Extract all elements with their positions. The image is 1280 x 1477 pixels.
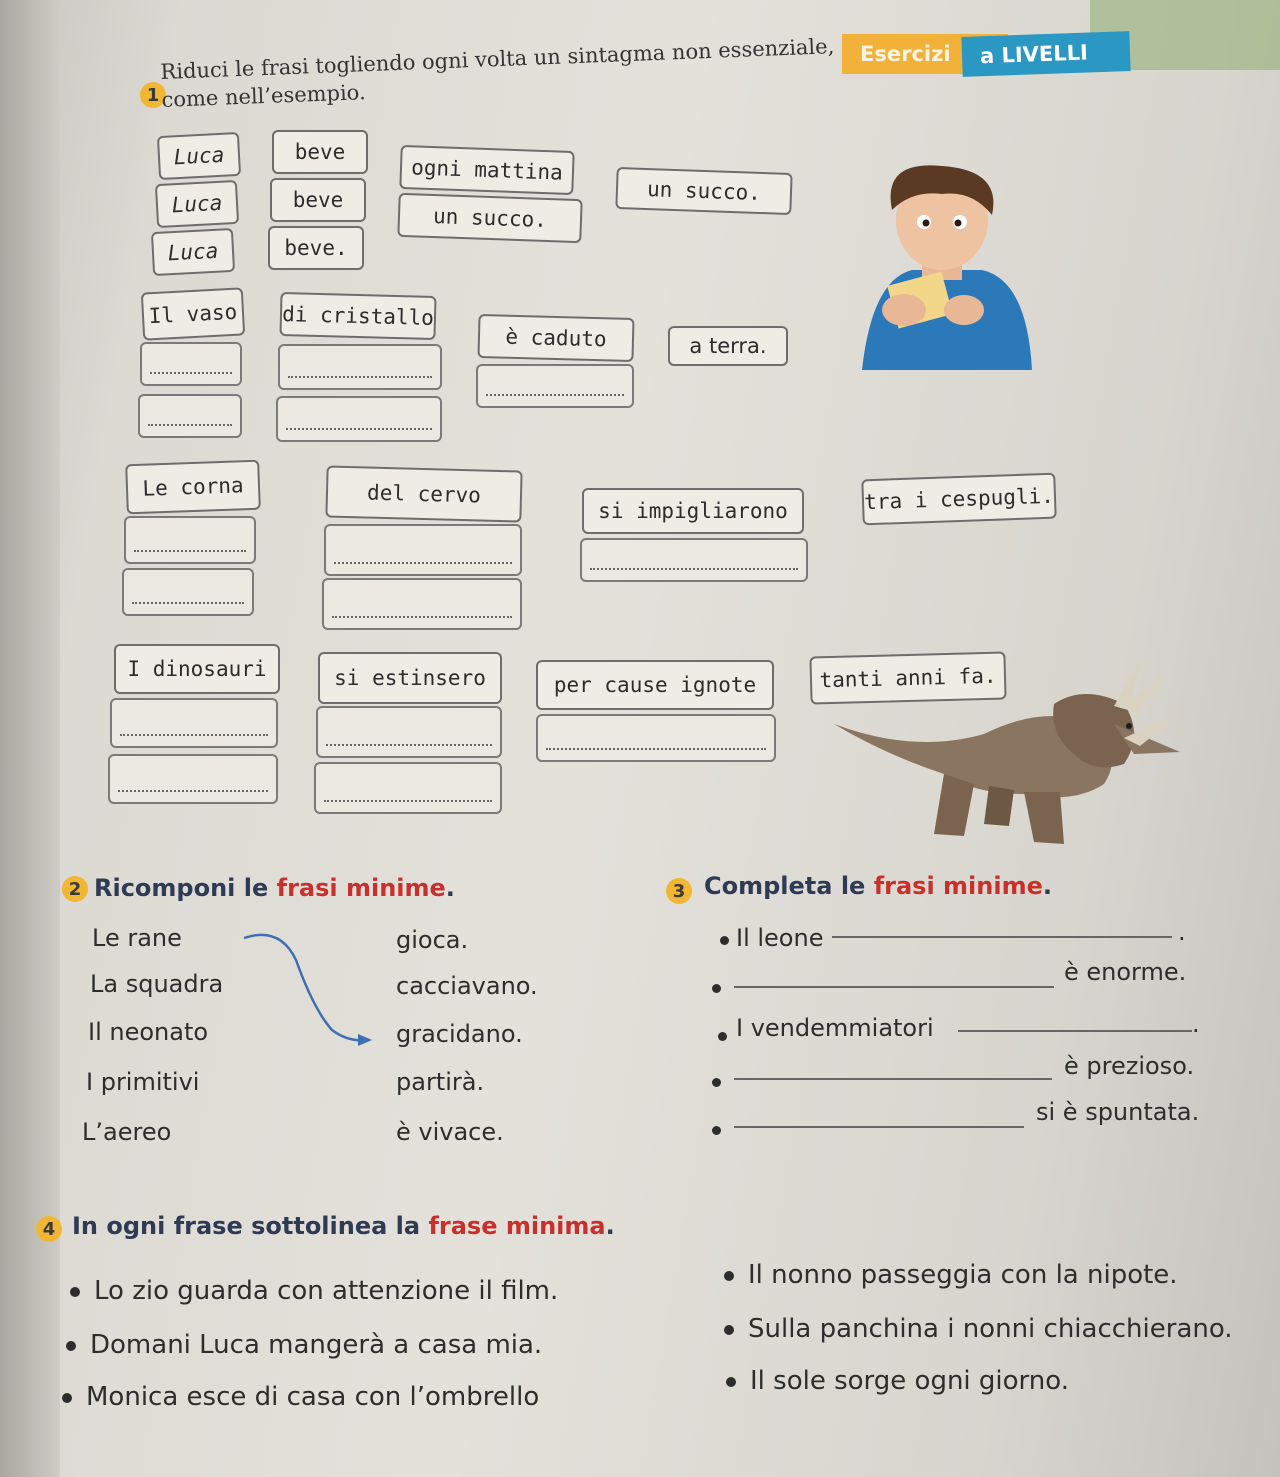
- ex2-left-item[interactable]: L’aereo: [82, 1118, 172, 1146]
- sentence-b-part: si impigliarono: [582, 488, 804, 534]
- example-word: Luca: [151, 228, 235, 276]
- ex2-right-item[interactable]: partirà.: [396, 1068, 485, 1096]
- answer-blank[interactable]: [110, 698, 278, 748]
- bullet: [66, 1341, 76, 1351]
- example-word: ogni mattina: [399, 145, 574, 195]
- sentence-c-part: per cause ignote: [536, 660, 774, 710]
- answer-line[interactable]: [734, 1126, 1024, 1128]
- sentence-a-part: di cristallo: [279, 292, 436, 340]
- sentence-c-part: si estinsero: [318, 652, 502, 704]
- example-arrow: [240, 930, 380, 1050]
- ex2-left-item[interactable]: I primitivi: [86, 1068, 200, 1096]
- example-word: Luca: [157, 132, 241, 180]
- ex4-sentence[interactable]: Domani Luca mangerà a casa mia.: [66, 1330, 542, 1360]
- exercise-3-number: 3: [666, 878, 692, 904]
- answer-blank[interactable]: [122, 568, 254, 616]
- answer-blank[interactable]: [324, 524, 522, 576]
- instruction-line-1: Riduci le frasi togliendo ogni volta un sintagma non essenziale,: [160, 34, 835, 84]
- answer-line[interactable]: [958, 1030, 1192, 1032]
- ex2-right-item[interactable]: cacciavano.: [396, 972, 538, 1000]
- ex3-subject: Il leone: [736, 924, 824, 952]
- ex4-sentence[interactable]: Il sole sorge ogni giorno.: [726, 1366, 1069, 1396]
- bullet: [726, 1377, 736, 1387]
- answer-line[interactable]: [734, 1078, 1052, 1080]
- ex2-left-item[interactable]: La squadra: [90, 970, 224, 998]
- example-word: Luca: [155, 180, 239, 228]
- answer-blank[interactable]: [316, 706, 502, 758]
- ex2-right-item[interactable]: è vivace.: [396, 1118, 504, 1146]
- exercise-4-title: In ogni frase sottolinea la frase minima.: [72, 1212, 615, 1240]
- ex4-sentence[interactable]: Sulla panchina i nonni chiacchierano.: [724, 1314, 1233, 1344]
- tab-livelli: a LIVELLI: [961, 31, 1130, 77]
- answer-blank[interactable]: [314, 762, 502, 814]
- ex4-sentence[interactable]: Il nonno passeggia con la nipote.: [724, 1260, 1178, 1290]
- page-edge: [0, 0, 60, 1477]
- ex2-left-item[interactable]: Le rane: [92, 924, 182, 952]
- ex3-subject: I vendemmiatori: [736, 1014, 934, 1042]
- triceratops-illustration: [824, 664, 1184, 854]
- sentence-c-part: tanti anni fa.: [809, 651, 1006, 704]
- bullet: [718, 1032, 727, 1041]
- example-word: beve.: [268, 226, 364, 270]
- exercise-2-number: 2: [62, 876, 88, 902]
- sentence-b-part: Le corna: [125, 460, 261, 515]
- ex3-predicate: è prezioso.: [1064, 1052, 1195, 1080]
- ex2-left-item[interactable]: Il neonato: [88, 1018, 209, 1046]
- exercise-4-number: 4: [36, 1216, 62, 1242]
- bullet: [724, 1271, 734, 1281]
- answer-blank[interactable]: [138, 394, 242, 438]
- ex3-end: .: [1178, 918, 1186, 946]
- example-word: un succo.: [615, 167, 792, 215]
- bullet: [712, 1078, 721, 1087]
- sentence-a-part: è caduto: [477, 314, 634, 362]
- bullet: [62, 1393, 72, 1403]
- answer-blank[interactable]: [124, 516, 256, 564]
- answer-line[interactable]: [734, 986, 1054, 988]
- instruction-line-2: come nell’esempio.: [161, 80, 367, 112]
- exercise-3-title: Completa le frasi minime.: [704, 872, 1052, 900]
- answer-blank[interactable]: [108, 754, 278, 804]
- answer-blank[interactable]: [580, 538, 808, 582]
- bullet: [720, 936, 729, 945]
- example-word: beve: [270, 178, 366, 222]
- ex4-sentence[interactable]: Monica esce di casa con l’ombrello: [62, 1382, 539, 1412]
- example-word: un succo.: [397, 193, 582, 243]
- bullet: [712, 984, 721, 993]
- example-word: beve: [272, 130, 368, 174]
- answer-blank[interactable]: [322, 578, 522, 630]
- exercise-1-number: 1: [140, 82, 166, 108]
- tab-esercizi: Esercizi: [842, 34, 1008, 74]
- ex3-predicate: è enorme.: [1064, 958, 1187, 986]
- exercise-1-instruction: [160, 29, 922, 114]
- answer-blank[interactable]: [536, 714, 776, 762]
- answer-line[interactable]: [832, 936, 1172, 938]
- ex2-right-item[interactable]: gioca.: [396, 926, 469, 954]
- answer-blank[interactable]: [140, 342, 242, 386]
- sentence-c-part: I dinosauri: [114, 644, 280, 694]
- exercise-2-title: Ricomponi le frasi minime.: [94, 874, 455, 902]
- bullet: [724, 1325, 734, 1335]
- sentence-b-part: del cervo: [325, 465, 522, 522]
- boy-illustration: [852, 160, 1034, 370]
- ex3-predicate: si è spuntata.: [1036, 1098, 1200, 1126]
- ex2-right-item[interactable]: gracidano.: [396, 1020, 523, 1048]
- sentence-b-part: tra i cespugli.: [861, 473, 1056, 526]
- answer-blank[interactable]: [476, 364, 634, 408]
- answer-blank[interactable]: [278, 344, 442, 390]
- bullet: [712, 1126, 721, 1135]
- bullet: [70, 1287, 80, 1297]
- sentence-a-part: Il vaso: [141, 287, 245, 340]
- answer-blank[interactable]: [276, 396, 442, 442]
- sentence-a-part: a terra.: [668, 326, 788, 366]
- ex4-sentence[interactable]: Lo zio guarda con attenzione il film.: [70, 1276, 558, 1306]
- ex3-end: .: [1192, 1010, 1200, 1038]
